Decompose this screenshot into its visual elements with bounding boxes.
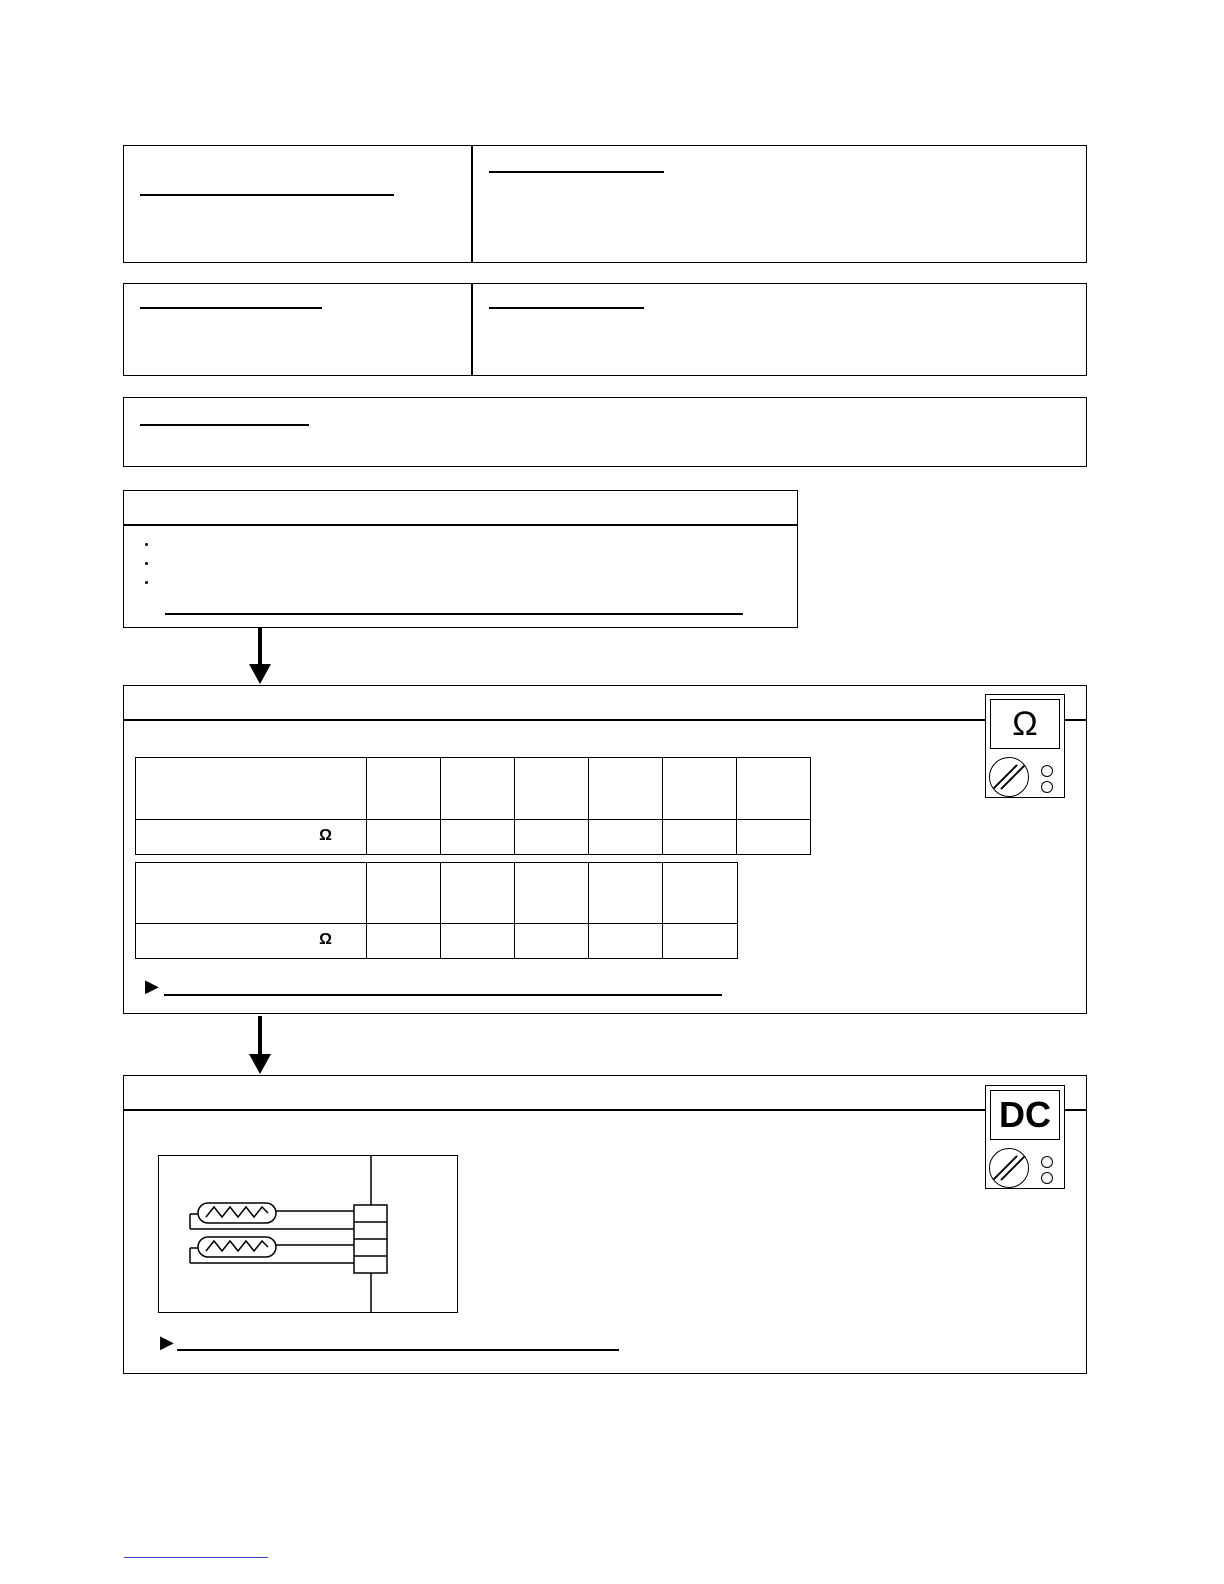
- voltmeter-display: [990, 1090, 1060, 1140]
- ohmmeter-dial-icon: [989, 757, 1029, 797]
- ohm-symbol: Ω: [1012, 704, 1038, 743]
- ohmmeter-icon: [985, 694, 1065, 798]
- table-cell: [589, 758, 663, 820]
- header-box-1: [123, 145, 1087, 263]
- table-cell: [367, 924, 441, 959]
- table-cell: [589, 820, 663, 855]
- flow-arrow-down-icon: [248, 1016, 272, 1076]
- table-cell: [663, 863, 738, 924]
- table-cell: [515, 924, 589, 959]
- voltage-result-blank: [177, 1349, 619, 1351]
- voltmeter-jack-icon: [1041, 1156, 1053, 1168]
- header-box-1-divider: [471, 145, 473, 263]
- resistance-table-upper: [135, 757, 811, 855]
- table-cell: [589, 924, 663, 959]
- table-cell: [515, 820, 589, 855]
- header-box-1-left-blank: [140, 194, 394, 196]
- triangle-pointer-icon: ▶: [145, 976, 159, 996]
- flow-arrow-down-icon: [248, 628, 272, 686]
- ohmmeter-display: [990, 699, 1060, 749]
- precheck-header-line: [123, 524, 798, 526]
- precheck-blank: [165, 613, 743, 615]
- dc-label: DC: [999, 1094, 1051, 1135]
- voltmeter-dial-icon: [989, 1148, 1029, 1188]
- ohmmeter-jack-icon: [1041, 765, 1053, 777]
- table-row: [136, 758, 811, 820]
- precheck-bullet-1: [145, 543, 148, 546]
- table-row: [136, 863, 738, 924]
- table-cell: [515, 863, 589, 924]
- table-cell: [136, 758, 367, 820]
- heater-wiring-illustration: [158, 1155, 458, 1313]
- table-cell: [136, 863, 367, 924]
- header-box-3: [123, 397, 1087, 467]
- header-box-2: [123, 283, 1087, 376]
- triangle-pointer-icon: ▶: [160, 1332, 174, 1352]
- table-cell: [367, 863, 441, 924]
- unit-ohm-label: Ω: [319, 827, 332, 844]
- header-box-1-right-blank: [489, 171, 664, 173]
- dc-voltmeter-icon: [985, 1085, 1065, 1189]
- ohmmeter-jack-icon: [1041, 781, 1053, 793]
- resistance-table-lower: [135, 862, 738, 959]
- table-cell: [663, 820, 737, 855]
- table-cell: [441, 924, 515, 959]
- header-box-2-divider: [471, 283, 473, 376]
- table-cell: [663, 758, 737, 820]
- header-box-3-blank: [140, 424, 309, 426]
- table-cell: [136, 820, 367, 855]
- footer-link-underline[interactable]: [124, 1557, 268, 1558]
- table-row: [136, 820, 811, 855]
- table-cell: [441, 863, 515, 924]
- precheck-bullet-2: [145, 562, 148, 565]
- table-row: [136, 924, 738, 959]
- table-cell: [367, 758, 441, 820]
- resistance-check-header-line: [123, 719, 1087, 721]
- table-cell: [737, 758, 811, 820]
- precheck-bullet-3: [145, 581, 148, 584]
- table-cell: [663, 924, 738, 959]
- table-cell: [441, 820, 515, 855]
- table-cell: [136, 924, 367, 959]
- table-cell: [367, 820, 441, 855]
- unit-ohm-label: Ω: [319, 931, 332, 948]
- table-cell: [441, 758, 515, 820]
- header-box-2-left-blank: [140, 307, 322, 309]
- voltage-check-header-line: [123, 1109, 1087, 1111]
- table-cell: [589, 863, 663, 924]
- table-cell: [515, 758, 589, 820]
- resistance-result-blank: [164, 994, 722, 996]
- header-box-2-right-blank: [489, 307, 644, 309]
- precheck-box: [123, 490, 798, 628]
- table-cell: [737, 820, 811, 855]
- voltmeter-jack-icon: [1041, 1172, 1053, 1184]
